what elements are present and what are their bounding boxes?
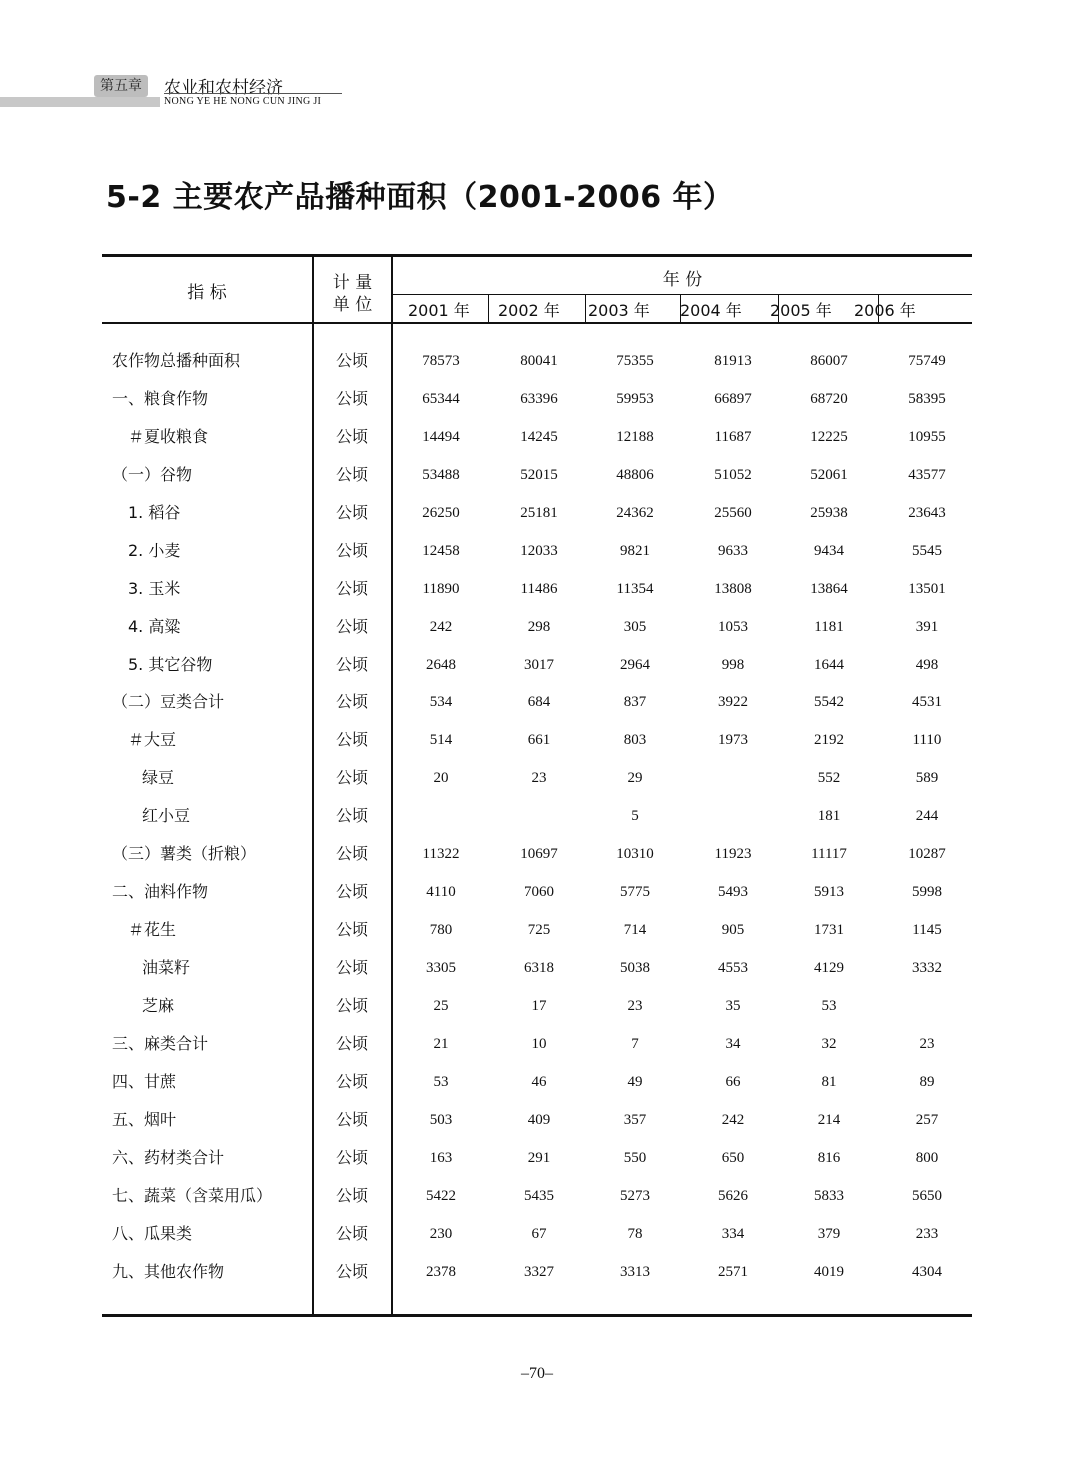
value-cell: 23643 [908,504,946,521]
row-unit: 公顷 [335,1033,368,1053]
table-row [102,1101,972,1139]
value-cell: 51052 [714,466,752,483]
row-unit: 公顷 [335,1185,368,1205]
row-label: 2. 小麦 [128,540,181,560]
row-label: 油菜籽 [142,958,191,977]
row-unit: 公顷 [335,351,368,370]
table-row [102,342,972,380]
value-cell: 89 [919,1073,935,1090]
row-unit: 公顷 [335,426,368,446]
value-cell: 25560 [714,504,752,521]
value-cell: 780 [429,922,453,939]
table-row [102,683,972,721]
value-cell: 803 [623,732,647,749]
table-row [102,797,972,835]
value-cell: 12458 [422,542,460,559]
value-cell: 5650 [912,1187,942,1204]
header-year-2006: 2006 年 [854,301,916,320]
row-unit: 公顷 [335,844,368,864]
value-cell: 2648 [426,656,456,673]
row-label: ＃花生 [128,920,177,940]
value-cell: 3922 [718,694,748,711]
value-cell: 357 [623,1111,647,1128]
table-row [102,570,972,608]
value-cell: 13808 [714,580,752,597]
row-unit: 公顷 [335,806,368,826]
header-year-2001: 2001 年 [408,301,470,320]
value-cell: 534 [429,694,453,711]
value-cell: 65344 [422,390,460,407]
value-cell: 48806 [616,466,654,483]
value-cell: 244 [915,808,939,825]
value-cell: 1973 [718,732,748,749]
value-cell: 25938 [810,504,848,521]
row-label: 八、瓜果类 [112,1223,193,1243]
value-cell: 13501 [908,580,946,597]
value-cell: 23 [919,1035,935,1052]
value-cell: 4304 [912,1263,942,1280]
value-cell: 5435 [524,1187,554,1204]
value-cell: 409 [527,1111,551,1128]
row-label: 绿豆 [142,768,175,788]
year-divider [488,295,489,323]
value-cell: 800 [915,1149,939,1166]
value-cell: 514 [429,732,453,749]
value-cell: 58395 [908,390,946,407]
table-row [102,1253,972,1291]
value-cell: 181 [817,808,841,825]
row-unit: 公顷 [335,388,368,408]
row-unit: 公顷 [335,654,368,674]
value-cell: 305 [623,618,647,635]
value-cell: 24362 [616,504,654,521]
page-title: 5-2 主要农产品播种面积（2001-2006 年） [106,180,734,215]
value-cell: 4129 [814,960,844,976]
table-row [102,835,972,873]
value-cell: 714 [623,922,647,939]
value-cell: 1181 [814,618,844,635]
value-cell: 23 [627,997,643,1014]
value-cell: 3017 [524,656,554,673]
value-cell: 10955 [908,428,946,445]
value-cell: 4019 [814,1263,844,1280]
row-label: 七、蔬菜（含菜用瓜） [112,1185,273,1205]
value-cell: 7060 [524,884,554,901]
value-cell: 2192 [814,732,844,749]
header-unit [314,272,391,316]
row-unit: 公顷 [335,958,368,977]
value-cell: 1053 [718,618,748,635]
value-cell: 81913 [714,353,752,369]
value-cell: 11923 [714,846,752,863]
table-row [102,456,972,494]
value-cell: 661 [527,732,551,749]
value-cell: 5542 [814,694,844,711]
row-label: 四、甘蔗 [112,1071,177,1091]
row-label: ＃大豆 [128,730,177,750]
value-cell: 10310 [616,846,654,863]
row-unit: 公顷 [335,540,368,560]
value-cell: 63396 [520,390,558,407]
row-label: 3. 玉米 [128,578,181,598]
value-cell: 5038 [620,960,650,976]
value-cell: 53488 [422,466,460,483]
value-cell: 334 [721,1225,745,1242]
value-cell: 5493 [718,884,748,901]
row-label: 5. 其它谷物 [128,654,213,674]
value-cell: 230 [429,1225,453,1242]
row-unit: 公顷 [335,616,368,636]
value-cell: 12188 [616,428,654,445]
value-cell: 233 [915,1225,939,1242]
value-cell: 86007 [810,353,848,369]
value-cell: 7 [631,1035,639,1052]
value-cell: 53 [821,997,837,1014]
value-cell: 242 [721,1111,745,1128]
row-label: 芝麻 [142,995,175,1015]
table-row [102,418,972,456]
value-cell: 10 [531,1035,547,1052]
table-row [102,1025,972,1063]
value-cell: 1145 [912,922,942,939]
value-cell: 1731 [814,922,844,939]
value-cell: 391 [915,618,939,635]
row-label: 一、粮食作物 [112,388,209,408]
value-cell: 25 [433,997,449,1014]
value-cell: 298 [527,618,551,635]
value-cell: 291 [527,1149,551,1166]
row-label: 农作物总播种面积 [112,351,241,370]
value-cell: 379 [817,1225,841,1242]
value-cell: 12225 [810,428,848,445]
year-group-rule [392,294,972,295]
header-indicator: 指 标 [187,283,227,303]
table-row [102,532,972,570]
row-unit: 公顷 [335,920,368,940]
row-label: 六、药材类合计 [112,1147,225,1167]
value-cell: 5545 [912,542,942,559]
row-label: ＃夏收粮食 [128,426,209,446]
value-cell: 52015 [520,466,558,483]
row-label: 1. 稻谷 [128,502,181,522]
value-cell: 81 [821,1073,837,1090]
year-divider [585,295,586,323]
table-row [102,873,972,911]
value-cell: 5998 [912,884,942,901]
value-cell: 11322 [422,846,460,863]
value-cell: 35 [725,997,741,1014]
value-cell: 5422 [426,1187,456,1204]
value-cell: 11486 [520,580,558,597]
header-year-2003: 2003 年 [588,301,650,320]
value-cell: 1644 [814,656,844,673]
row-unit: 公顷 [335,502,368,522]
value-cell: 80041 [520,353,558,369]
table-row [102,608,972,646]
value-cell: 14245 [520,428,558,445]
value-cell: 17 [531,997,547,1014]
value-cell: 11354 [616,580,654,597]
value-cell: 78 [627,1225,643,1242]
value-cell: 10287 [908,846,946,863]
value-cell: 5273 [620,1187,650,1204]
value-cell: 3327 [524,1263,554,1280]
header-unit-line2: 单 位 [332,295,373,315]
row-label: （二）豆类合计 [112,692,225,712]
value-cell: 66 [725,1073,741,1090]
value-cell: 66897 [714,390,752,407]
row-label: （一）谷物 [112,464,193,484]
row-unit: 公顷 [335,1071,368,1091]
table-row [102,759,972,797]
value-cell: 9434 [814,542,844,559]
value-cell: 11890 [422,580,460,597]
header-accent-bar [0,97,160,107]
row-unit: 公顷 [335,1261,368,1281]
value-cell: 5833 [814,1187,844,1204]
value-cell: 998 [721,656,745,673]
header-unit-line1: 计 量 [332,273,373,293]
value-cell: 4553 [718,960,748,976]
row-label: 五、烟叶 [112,1109,177,1129]
value-cell: 32 [821,1035,837,1052]
value-cell: 43577 [908,466,946,483]
table-row [102,1063,972,1101]
value-cell: 75355 [616,353,654,369]
running-header-subtitle: NONG YE HE NONG CUN JING JI [164,96,322,107]
data-table [102,254,972,1317]
value-cell: 163 [429,1149,453,1166]
value-cell: 684 [527,694,551,711]
value-cell: 11687 [714,428,752,445]
value-cell: 498 [915,656,939,673]
header-years-group: 年 份 [662,270,703,290]
value-cell: 837 [623,694,647,711]
value-cell: 4531 [912,694,942,711]
table-row [102,494,972,532]
value-cell: 3332 [912,960,942,976]
row-unit: 公顷 [335,1223,368,1243]
row-label: 红小豆 [142,806,191,826]
value-cell: 2964 [620,656,650,673]
value-cell: 34 [725,1035,741,1052]
value-cell: 3313 [620,1263,650,1280]
row-unit: 公顷 [335,692,368,712]
value-cell: 59953 [616,390,654,407]
header-year-2004: 2004 年 [680,301,742,320]
row-label: 4. 高粱 [128,616,181,636]
row-unit: 公顷 [335,578,368,598]
value-cell: 49 [627,1073,643,1090]
value-cell: 46 [531,1073,547,1090]
value-cell: 10697 [520,846,558,863]
table-top-rule [102,254,972,257]
value-cell: 5626 [718,1187,748,1204]
row-label: 二、油料作物 [112,882,209,902]
value-cell: 26250 [422,504,460,521]
row-unit: 公顷 [335,1109,368,1129]
header-year-2002: 2002 年 [498,301,560,320]
row-unit: 公顷 [335,730,368,750]
value-cell: 1110 [912,732,942,749]
row-unit: 公顷 [335,768,368,788]
table-row [102,1215,972,1253]
chapter-badge: 第五章 [94,75,148,97]
header-year-2005: 2005 年 [770,301,832,320]
table-row [102,1139,972,1177]
running-header-rule [164,93,342,94]
value-cell: 68720 [810,390,848,407]
value-cell: 11117 [811,846,847,863]
value-cell: 53 [433,1073,449,1090]
value-cell: 9633 [718,542,748,559]
value-cell: 725 [527,922,551,939]
value-cell: 816 [817,1149,841,1166]
value-cell: 257 [915,1111,939,1128]
row-unit: 公顷 [335,882,368,902]
value-cell: 503 [429,1111,453,1128]
value-cell: 29 [627,770,643,787]
value-cell: 21 [433,1035,449,1052]
value-cell: 242 [429,618,453,635]
value-cell: 5913 [814,884,844,901]
table-row [102,1177,972,1215]
value-cell: 6318 [524,960,554,976]
value-cell: 550 [623,1149,647,1166]
value-cell: 25181 [520,504,558,521]
value-cell: 650 [721,1149,745,1166]
table-body [102,342,972,1290]
row-label: （三）薯类（折粮） [112,844,257,864]
value-cell: 78573 [422,353,460,369]
table-row [102,949,972,987]
value-cell: 3305 [426,960,456,976]
value-cell: 2378 [426,1263,456,1280]
table-row [102,987,972,1025]
value-cell: 75749 [908,353,946,369]
value-cell: 67 [531,1225,547,1242]
row-unit: 公顷 [335,464,368,484]
header-bottom-rule [102,322,972,324]
table-row [102,721,972,759]
running-header-title: 农业和农村经济 [164,78,283,98]
value-cell: 9821 [620,542,650,559]
table-row [102,646,972,684]
page-number: –70– [521,1365,553,1382]
value-cell: 214 [817,1111,841,1128]
value-cell: 23 [531,770,547,787]
table-row [102,380,972,418]
row-label: 三、麻类合计 [112,1033,209,1053]
value-cell: 2571 [718,1263,748,1280]
value-cell: 52061 [810,466,848,483]
value-cell: 14494 [422,428,460,445]
value-cell: 5775 [620,884,650,901]
row-unit: 公顷 [335,1147,368,1167]
value-cell: 5 [631,808,639,825]
value-cell: 20 [433,770,449,787]
value-cell: 12033 [520,542,558,559]
row-label: 九、其他农作物 [112,1261,225,1281]
table-bottom-rule [102,1314,972,1317]
value-cell: 905 [721,922,745,939]
value-cell: 552 [817,770,841,787]
value-cell: 4110 [426,884,456,901]
value-cell: 13864 [810,580,848,597]
row-unit: 公顷 [335,995,368,1015]
table-row [102,911,972,949]
value-cell: 589 [915,770,939,787]
